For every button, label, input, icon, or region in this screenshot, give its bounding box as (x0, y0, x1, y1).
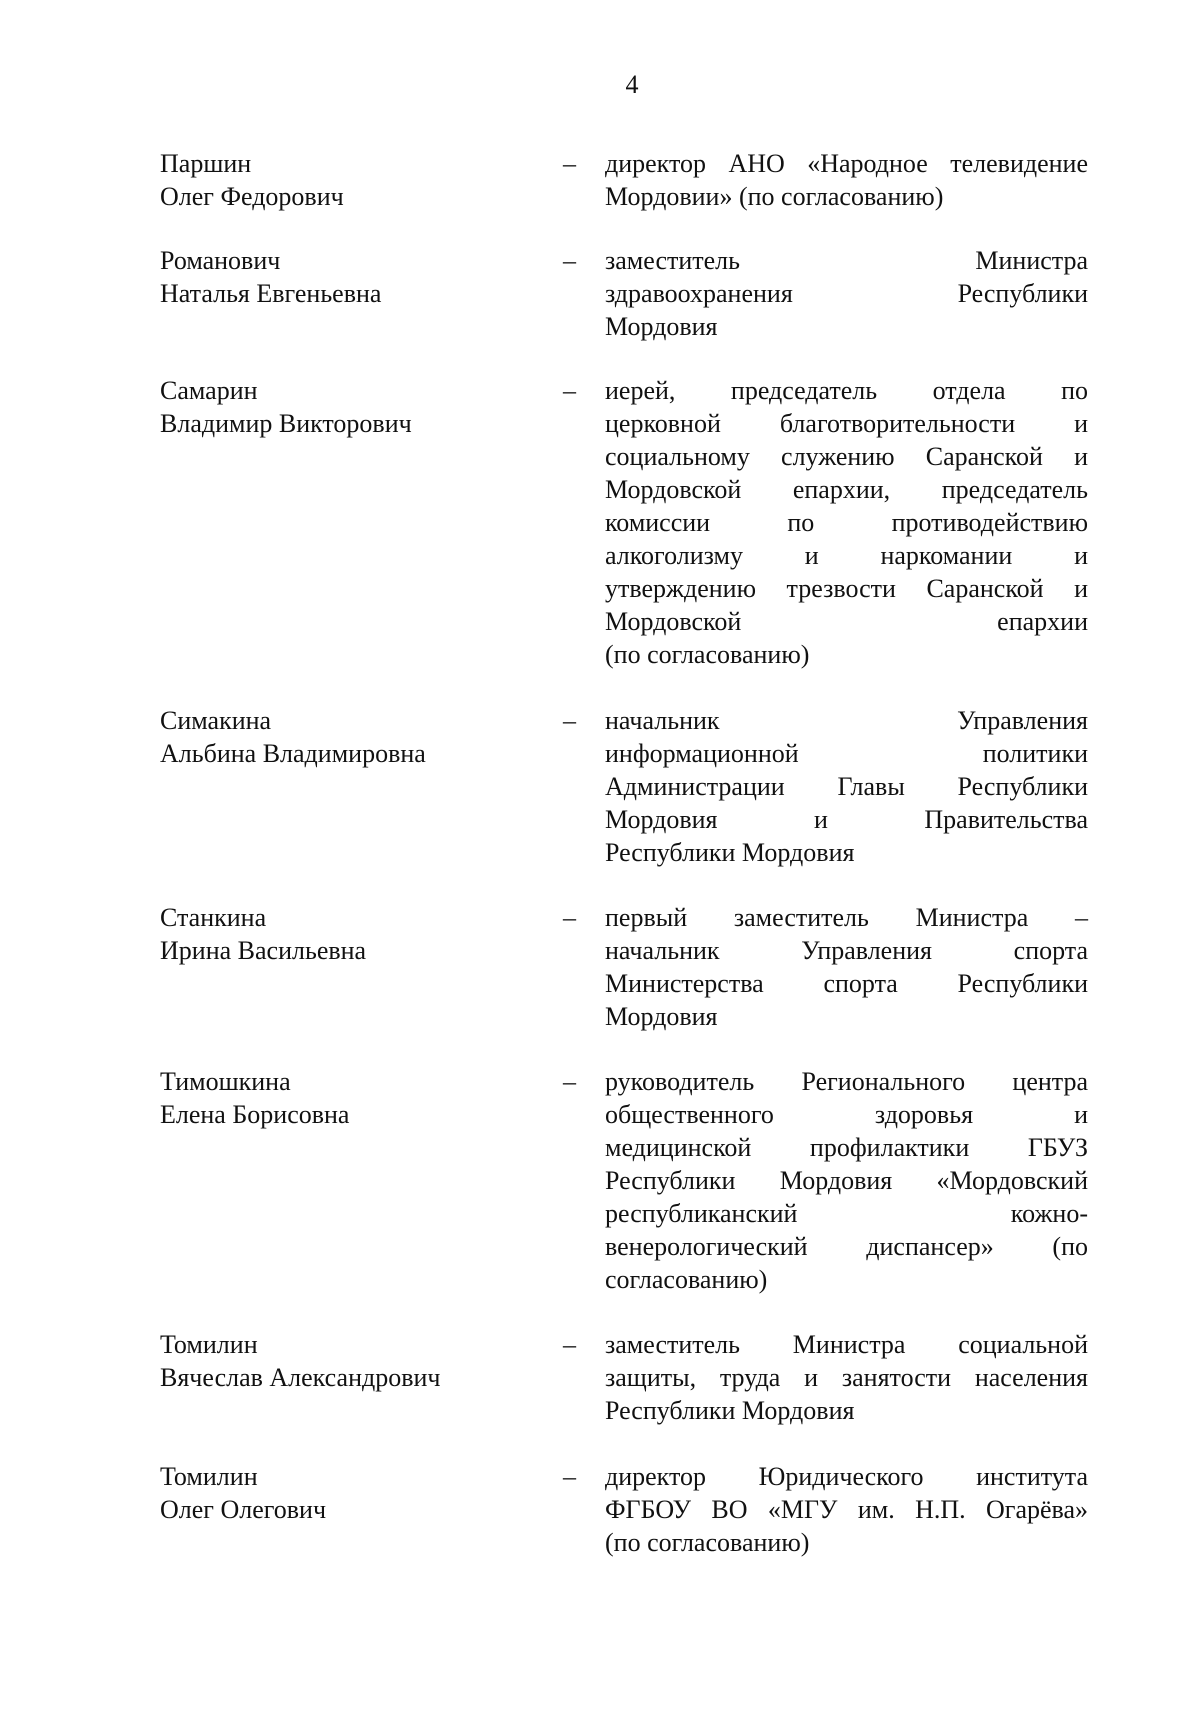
member-given-name: Наталья Евгеньевна (160, 279, 382, 308)
member-surname: Симакина (160, 706, 272, 735)
position-line: Республики Мордовия (605, 1396, 855, 1425)
member-name (160, 704, 560, 770)
member-position (605, 1065, 1088, 1296)
member-name (160, 1065, 560, 1131)
member-position (605, 704, 1088, 869)
member-position (605, 147, 1088, 213)
position-line: (по согласованию) (605, 1528, 810, 1557)
member-name (160, 374, 560, 440)
member-given-name: Олег Федорович (160, 182, 344, 211)
member-surname: Паршин (160, 149, 252, 178)
position-line: первый заместитель Министра – (605, 903, 1088, 932)
position-line: начальник Управления спорта (605, 936, 1088, 965)
position-line: директор АНО «Народное телевидение (605, 149, 1088, 178)
position-line: социальному служению Саранской и (605, 442, 1088, 471)
dash-separator: – (563, 246, 576, 275)
member-name (160, 1460, 560, 1526)
position-line: утверждению трезвости Саранской и (605, 574, 1088, 603)
position-line: Республики Мордовия «Мордовский (605, 1166, 1088, 1195)
member-position (605, 901, 1088, 1033)
position-line: иерей, председатель отдела по (605, 376, 1088, 405)
member-name (160, 244, 560, 310)
position-line: директор Юридического института (605, 1462, 1088, 1491)
position-line: Мордовия (605, 312, 718, 341)
position-line: согласованию) (605, 1265, 768, 1294)
member-given-name: Елена Борисовна (160, 1100, 350, 1129)
position-line: алкоголизму и наркомании и (605, 541, 1088, 570)
member-name (160, 901, 560, 967)
position-line: (по согласованию) (605, 640, 810, 669)
member-given-name: Олег Олегович (160, 1495, 327, 1524)
position-line: ФГБОУ ВО «МГУ им. Н.П. Огарёва» (605, 1495, 1088, 1524)
dash-separator: – (563, 376, 576, 405)
dash-separator: – (563, 149, 576, 178)
position-line: республиканский кожно- (605, 1199, 1088, 1228)
position-line: здравоохранения Республики (605, 279, 1088, 308)
position-line: начальник Управления (605, 706, 1088, 735)
position-line: заместитель Министра социальной (605, 1330, 1088, 1359)
position-line: Республики Мордовия (605, 838, 855, 867)
member-given-name: Владимир Викторович (160, 409, 412, 438)
position-line: венерологический диспансер» (по (605, 1232, 1088, 1261)
page-number: 4 (625, 70, 639, 99)
dash-separator: – (563, 1330, 576, 1359)
position-line: Мордовия (605, 1002, 718, 1031)
position-line: информационной политики (605, 739, 1088, 768)
member-position (605, 1328, 1088, 1427)
position-line: общественного здоровья и (605, 1100, 1088, 1129)
member-surname: Самарин (160, 376, 258, 405)
member-name (160, 147, 560, 213)
dash-separator: – (563, 1067, 576, 1096)
member-surname: Тимошкина (160, 1067, 291, 1096)
position-line: церковной благотворительности и (605, 409, 1088, 438)
member-given-name: Альбина Владимировна (160, 739, 426, 768)
position-line: заместитель Министра (605, 246, 1088, 275)
position-line: медицинской профилактики ГБУЗ (605, 1133, 1088, 1162)
position-line: Администрации Главы Республики (605, 772, 1088, 801)
member-position (605, 244, 1088, 343)
position-line: защиты, труда и занятости населения (605, 1363, 1088, 1392)
member-surname: Томилин (160, 1462, 258, 1491)
dash-separator: – (563, 903, 576, 932)
position-line: Мордовии» (по согласованию) (605, 182, 944, 211)
member-position (605, 1460, 1088, 1559)
member-surname: Романович (160, 246, 281, 275)
member-position (605, 374, 1088, 671)
member-name (160, 1328, 560, 1394)
dash-separator: – (563, 1462, 576, 1491)
position-line: руководитель Регионального центра (605, 1067, 1088, 1096)
member-given-name: Вячеслав Александрович (160, 1363, 441, 1392)
member-given-name: Ирина Васильевна (160, 936, 367, 965)
position-line: комиссии по противодействию (605, 508, 1088, 537)
position-line: Мордовия и Правительства (605, 805, 1088, 834)
dash-separator: – (563, 706, 576, 735)
member-surname: Томилин (160, 1330, 258, 1359)
position-line: Мордовской епархии, председатель (605, 475, 1088, 504)
position-line: Мордовской епархии (605, 607, 1088, 636)
position-line: Министерства спорта Республики (605, 969, 1088, 998)
member-surname: Станкина (160, 903, 267, 932)
